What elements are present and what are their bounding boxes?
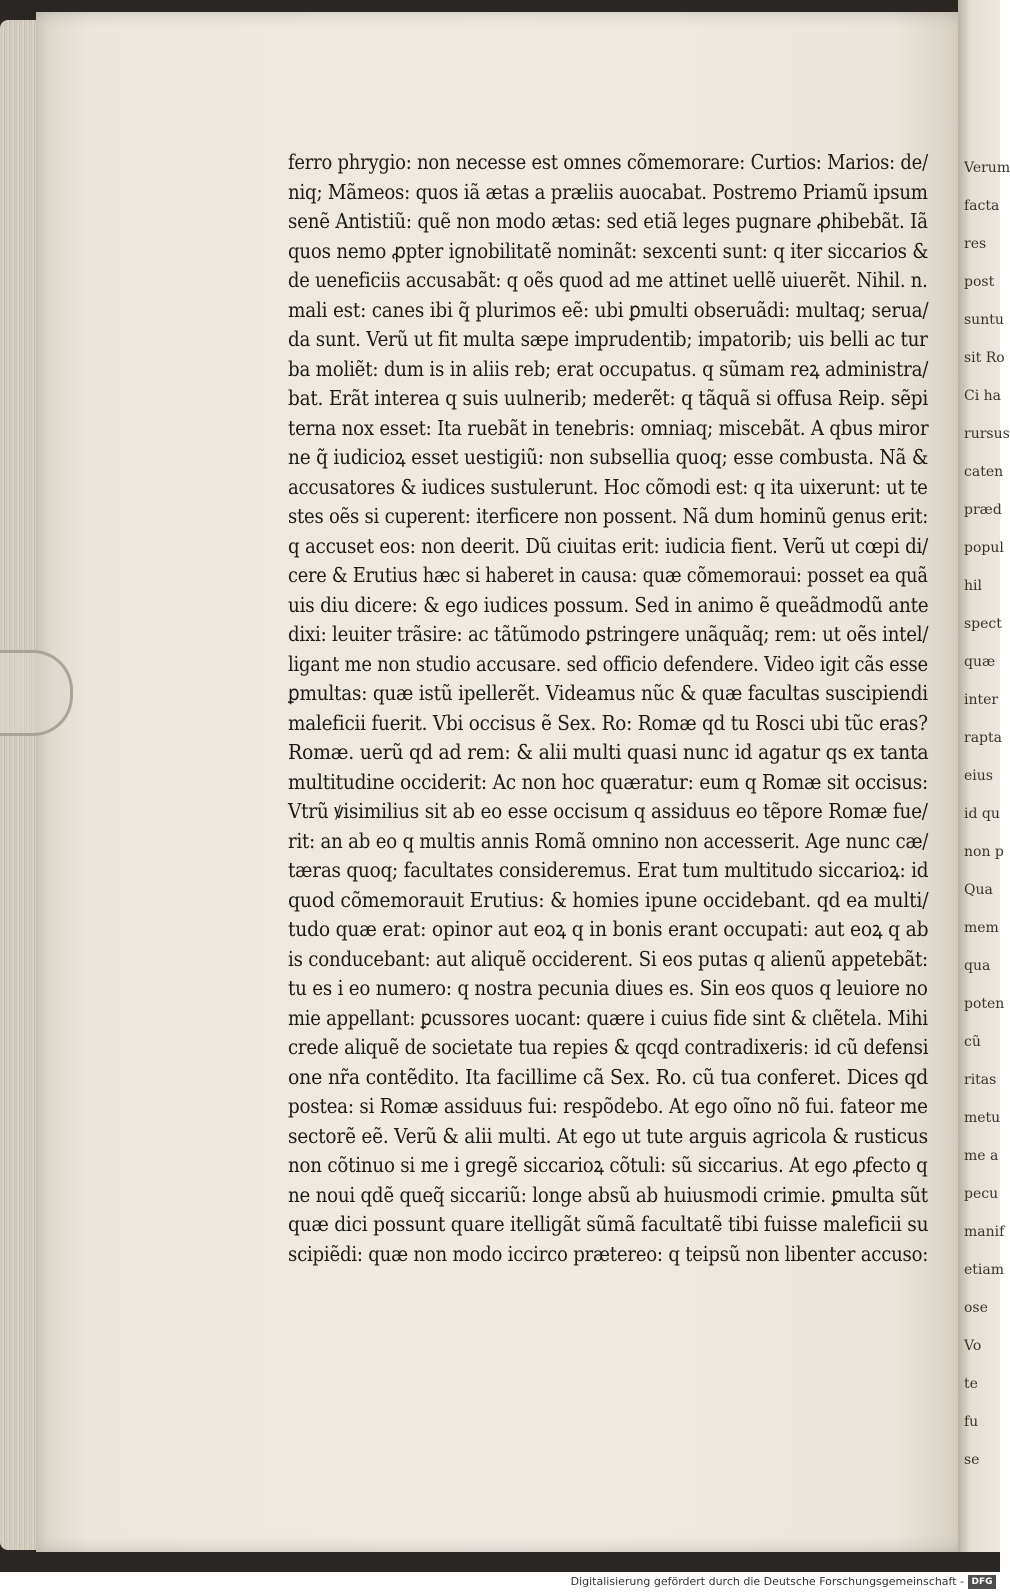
text-line: bat. Erãt interea q suis uulnerib; mederẽt: q tãquã si offusa Reip. sẽpi [288, 386, 929, 410]
facing-page-fragment: spect [964, 616, 1002, 632]
dfg-logo: DFG [968, 1575, 996, 1589]
facing-page-fragment: eius [964, 768, 993, 784]
facing-page-fragment: me a [964, 1148, 999, 1164]
facing-page-fragment: te [964, 1376, 978, 1392]
facing-page-fragment: id qu [964, 806, 1000, 822]
text-line: da sunt. Verũ ut fit multa sæpe imprudentib; impatorib; uis belli ac tur [288, 327, 928, 351]
text-line: sectorẽ eẽ. Verũ & alii multi. At ego ut tute arguis agricola & rusticus [288, 1123, 928, 1148]
text-line: terna nox esset: Ita ruebãt in tenebris: omniaq; miscebãt. A qbus miror [288, 415, 929, 440]
facing-page-fragment: post [964, 274, 995, 290]
text-line: rit: an ab eo q multis annis Romã omnino non accesserit. Age nunc cæ/ [288, 828, 929, 853]
text-line: q accuset eos: non deerit. Dũ ciuitas erit: iudicia fient. Verũ ut cœpi di/ [288, 533, 929, 558]
facing-page-fragment: qua [964, 958, 991, 974]
facing-page-fragment: Ci ha [964, 388, 1002, 404]
facing-page-fragment: se [964, 1452, 980, 1468]
text-line: one nr̃a contẽdito. Ita facillime cã Sex. Ro. cũ tua conferet. Dices qd [288, 1064, 929, 1089]
facing-page-fragment: Verum [964, 160, 1010, 176]
facing-page-fragment: rapta [964, 730, 1002, 746]
text-line: multitudine occiderit: Ac non hoc quæratur: eum q Romæ sit occisus: [288, 769, 929, 794]
text-line: dixi: leuiter trãsire: ac tãtũmodo ꝑstringere unãquãq; rem: ut oẽs intel/ [288, 622, 929, 646]
text-line: non cõtinuo si me i gregẽ siccarioꝝ cõtuli: sũ siccarius. At ego ꝓfecto q [288, 1153, 928, 1177]
facing-page-fragment: ritas [964, 1072, 997, 1088]
text-line: ne noui qdẽ queq̃ siccariũ: longe absũ ab huiusmodi crimie. ꝑmulta sũt [288, 1182, 928, 1207]
facing-page-fragment: non p [964, 844, 1004, 860]
facing-page-fragment: sit Ro [964, 350, 1005, 366]
text-line: is conducebant: aut aliquẽ occiderent. Si eos putas q alienũ appetebãt: [288, 946, 928, 971]
facing-page-fragment: hil [964, 578, 982, 594]
facing-page [958, 0, 1010, 1552]
page-clip [0, 650, 73, 736]
text-line: ligant me non studio accusare. sed officio defendere. Video igit cãs esse [288, 651, 928, 676]
text-line: Vtrũ ꝟisimilius sit ab eo esse occisum q assiduus eo tẽpore Romæ fue/ [288, 799, 928, 823]
text-line: ꝑmultas: quæ istũ ipellerẽt. Videamus nũc & quæ facultas suscipiendi [288, 681, 928, 705]
text-line: maleficii fuerit. Vbi occisus ẽ Sex. Ro: Romæ qd tu Rosci ubi tũc eras? [288, 710, 928, 735]
text-line: ne q̃ iudicioꝝ esset uestigiũ: non subsellia quoq; esse combusta. Nã & [288, 445, 929, 469]
text-line: tu es i eo numero: q nostra pecunia diues es. Sin eos quos q leuiore no [288, 976, 928, 1000]
facing-page-fragment: quæ [964, 654, 996, 670]
text-line: Romæ. uerũ qd ad rem: & alii multi quasi nunc id agatur qs ex tanta [288, 740, 929, 764]
text-line: crede aliquẽ de societate tua repies & qcqd contradixeris: id cũ defensi [288, 1035, 929, 1059]
facing-page-fragment: etiam [964, 1262, 1005, 1278]
text-line: quod cõmemorauit Erutius: & homies ipune occidebant. qd ea multi/ [288, 887, 929, 912]
text-line: mie appellant: ꝑcussores uocant: quære i cuius fide sint & clıẽtela. Mihi [288, 1005, 928, 1030]
facing-page-fragment: metu [964, 1110, 1001, 1126]
footer-credit: Digitalisierung gefördert durch die Deutsche Forschungsgemeinschaft - [570, 1575, 964, 1588]
facing-page-fragment: cũ [964, 1034, 981, 1050]
text-line: de ueneficiis accusabãt: q oẽs quod ad me attinet uellẽ uiuerẽt. Nihil. n. [288, 268, 928, 292]
text-line: senẽ Antistiũ: quẽ non modo ætas: sed etiã leges pugnare ꝓhibebãt. Iã [288, 209, 928, 233]
text-line: niq; Mãmeos: quos iã ætas a præliis auocabat. Postremo Priamũ ipsum [288, 179, 928, 204]
text-line: tæras quoq; facultates consideremus. Erat tum multitudo siccarioꝝ: id [288, 858, 929, 882]
facing-page-fragment: Qua [964, 882, 993, 898]
text-line: quos nemo ꝓpter ignobilitatẽ nominãt: sexcenti sunt: q iter siccarios & [288, 238, 929, 263]
text-line: scipiẽdi: quæ non modo iccirco prætereo: q teipsũ non libenter accuso: [288, 1241, 929, 1266]
facing-page-fragment: res [964, 236, 987, 252]
text-line: quæ dici possunt quare itelligãt sũmã facultatẽ tibi fuisse maleficii su [288, 1212, 929, 1236]
facing-page-fragment: Vo [964, 1338, 982, 1354]
text-line: uis diu dicere: & ego iudices possum. Sed in animo ẽ queãdmodũ ante [288, 592, 929, 617]
text-line: tudo quæ erat: opinor aut eoꝝ q in bonis erant occupati: aut eoꝝ q ab [288, 917, 929, 941]
text-line: accusatores & iudices sustulerunt. Hoc cõmodi est: q ita uixerunt: ut te [288, 474, 928, 499]
facing-page-fragment: inter [964, 692, 999, 708]
facing-page-fragment: rursus [964, 426, 1010, 442]
facing-page-fragment: fu [964, 1414, 979, 1430]
text-line: ferro phrygio: non necesse est omnes cõmemorare: Curtios: Marios: de/ [288, 150, 928, 174]
facing-page-fragment: mem [964, 920, 999, 936]
facing-page-fragment: ose [964, 1300, 988, 1316]
text-line: mali est: canes ibi q̃ plurimos eẽ: ubi ꝑmulti obseruãdi: multaq; serua/ [288, 297, 929, 322]
text-line: postea: si Romæ assiduus fui: respõdebo. At ego oĩno nõ fui. fateor me [288, 1094, 928, 1118]
text-line: stes oẽs si cuperent: iterficere non possent. Nã dum hominũ genus erit: [288, 504, 929, 528]
facing-page-fragment: poten [964, 996, 1005, 1012]
facing-page-fragment: suntu [964, 312, 1004, 328]
text-line: cere & Erutius hæc si haberet in causa: quæ cõmemoraui: posset ea quã [288, 563, 928, 587]
facing-page-fragment: pecu [964, 1186, 999, 1202]
facing-page-fragment: caten [964, 464, 1004, 480]
page-text-block [288, 148, 928, 1269]
text-line: ba moliẽt: dum is in aliis reb; erat occupatus. q sũmam reꝝ administra/ [288, 356, 929, 381]
facing-page-fragment: manif [964, 1224, 1005, 1240]
facing-page-fragment: præd [964, 502, 1002, 518]
facing-page-fragment: facta [964, 198, 1000, 214]
facing-page-fragment: popul [964, 540, 1004, 556]
